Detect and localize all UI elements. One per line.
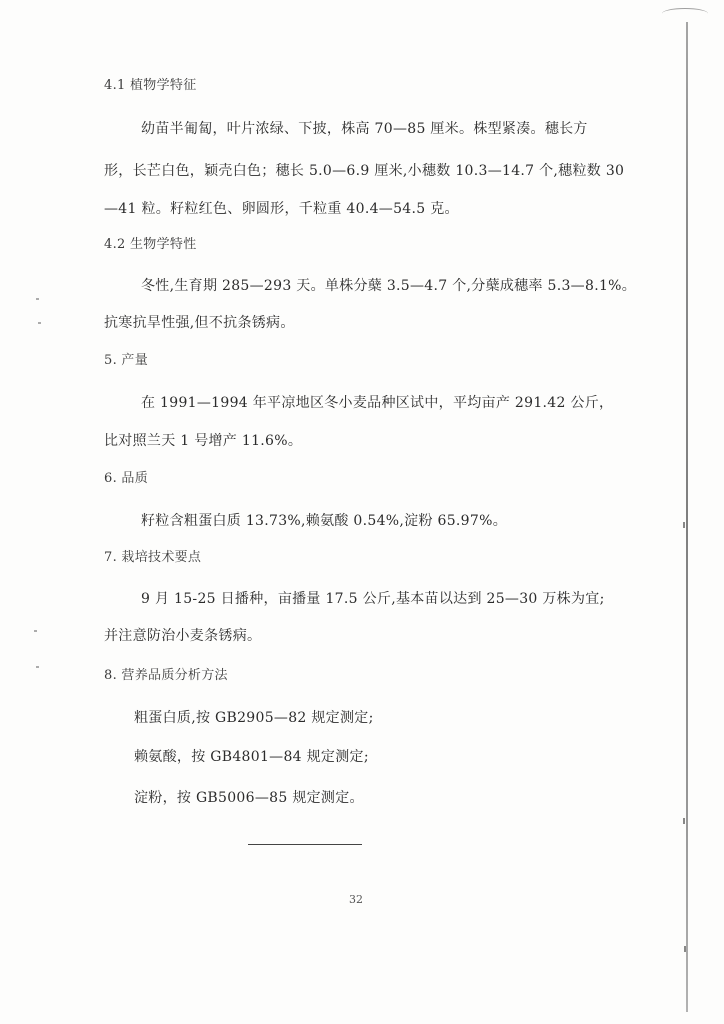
- section-heading-biological: 4.2 生物学特性: [104, 237, 197, 252]
- scan-speck: [34, 630, 37, 632]
- paragraph-line: 形，长芒白色，颖壳白色；穗长 5.0—6.9 厘米,小穗数 10.3—14.7 个,穗粒数 30: [104, 163, 625, 179]
- paragraph-line: 9 月 15-25 日播种，亩播量 17.5 公斤,基本苗以达到 25—30 万株为宜;: [141, 591, 605, 607]
- paragraph-line: 赖氨酸，按 GB4801—84 规定测定;: [134, 749, 369, 765]
- scan-speck: [684, 946, 686, 952]
- paragraph-line: —41 粒。籽粒红色、卵圆形，千粒重 40.4—54.5 克。: [104, 201, 459, 217]
- scan-edge-mark: [662, 8, 708, 19]
- end-divider: [248, 844, 362, 845]
- paragraph-line: 粗蛋白质,按 GB2905—82 规定测定;: [134, 710, 374, 726]
- section-heading-botanical: 4.1 植物学特征: [104, 78, 197, 93]
- paragraph-line: 冬性,生育期 285—293 天。单株分蘖 3.5—4.7 个,分蘖成穗率 5.3—8.1%。: [141, 278, 637, 294]
- scan-speck: [36, 666, 39, 668]
- paragraph-line: 幼苗半匍匐，叶片浓绿、下披，株高 70—85 厘米。株型紧凑。穗长方: [141, 121, 588, 137]
- section-heading-yield: 5. 产量: [104, 353, 149, 368]
- paragraph-line: 在 1991—1994 年平凉地区冬小麦品种区试中，平均亩产 291.42 公斤，: [141, 395, 614, 411]
- paragraph-line: 抗寒抗旱性强,但不抗条锈病。: [104, 315, 295, 331]
- scan-edge-line: [686, 22, 688, 1012]
- paragraph-line: 籽粒含粗蛋白质 13.73%,赖氨酸 0.54%,淀粉 65.97%。: [141, 513, 507, 529]
- section-heading-quality: 6. 品质: [104, 471, 149, 486]
- page-number: 32: [349, 893, 363, 906]
- scan-speck: [38, 322, 41, 324]
- paragraph-line: 淀粉，按 GB5006—85 规定测定。: [134, 790, 364, 806]
- section-heading-analysis-methods: 8. 营养品质分析方法: [104, 668, 228, 683]
- paragraph-line: 比对照兰天 1 号增产 11.6%。: [104, 433, 303, 449]
- section-heading-cultivation: 7. 栽培技术要点: [104, 550, 202, 565]
- scan-speck: [36, 298, 39, 300]
- paragraph-line: 并注意防治小麦条锈病。: [104, 628, 262, 644]
- scan-speck: [683, 522, 685, 528]
- scan-speck: [683, 818, 685, 824]
